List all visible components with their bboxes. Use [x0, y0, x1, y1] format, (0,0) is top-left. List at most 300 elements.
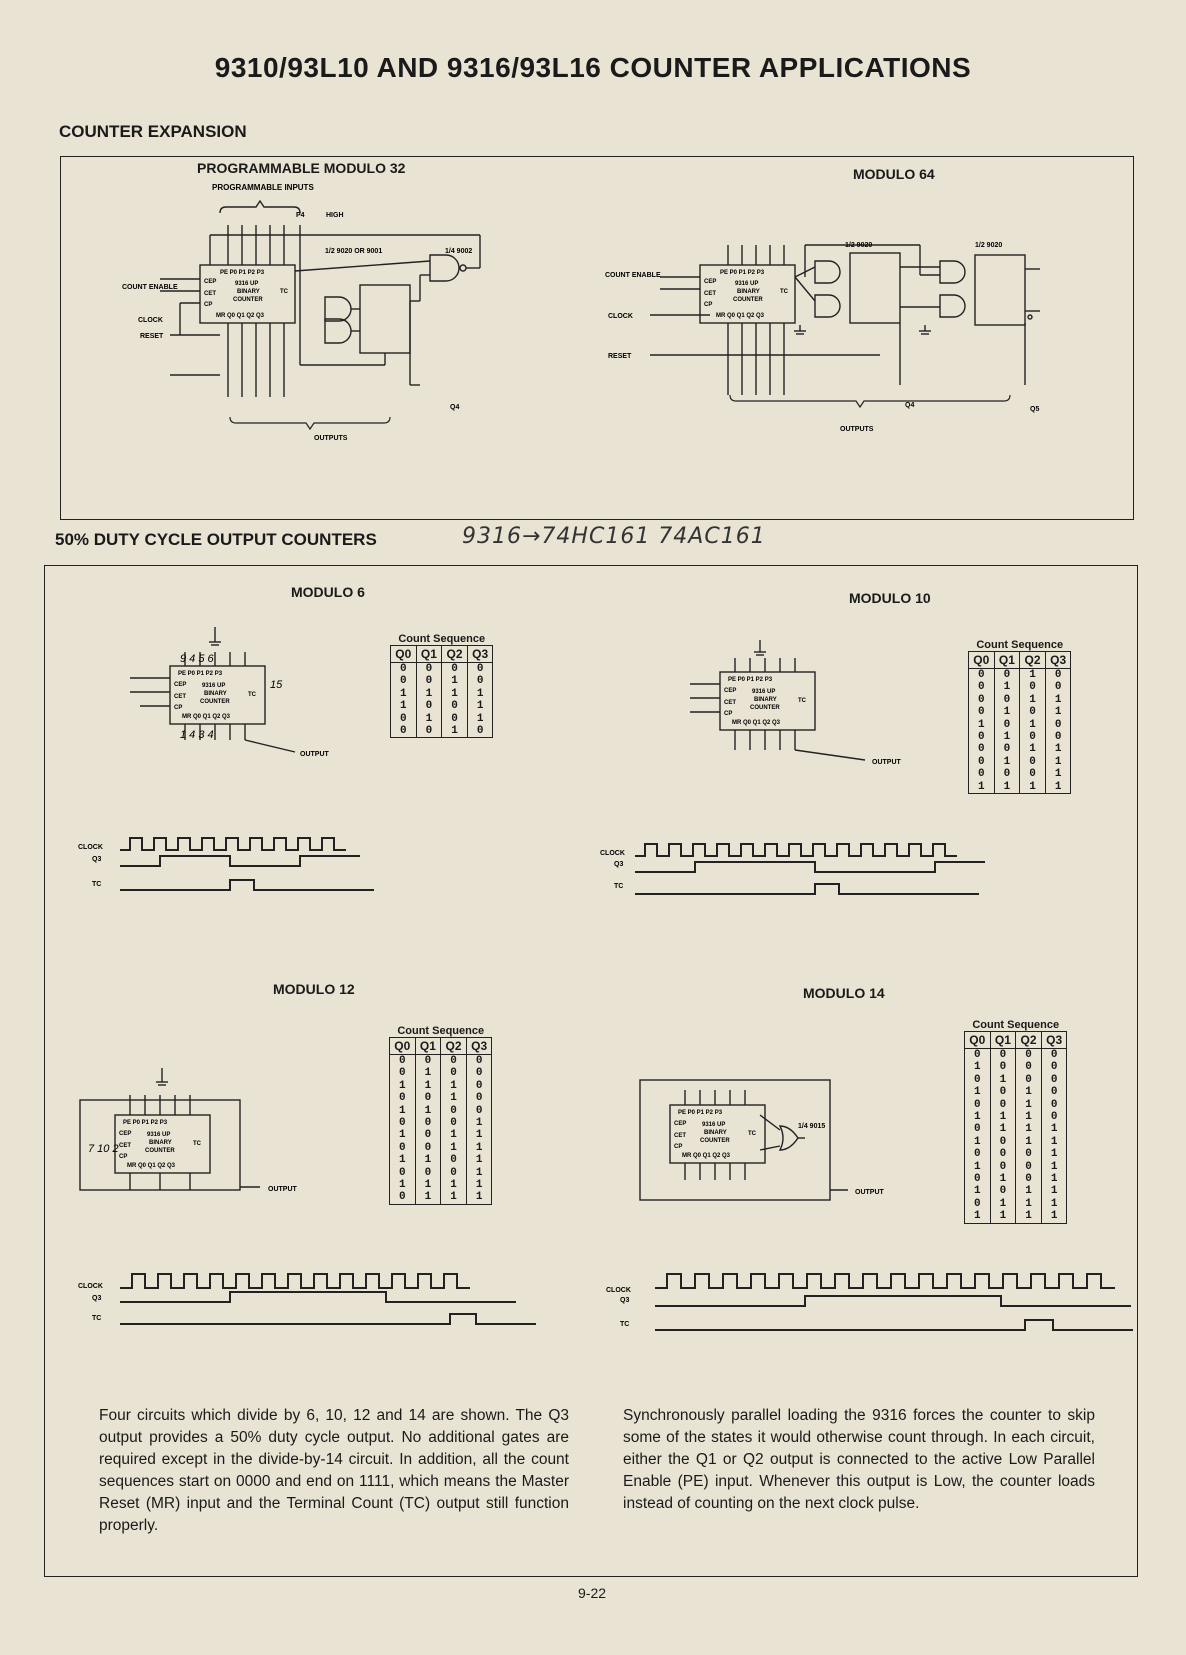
mod64-outputs: OUTPUTS: [840, 426, 874, 433]
mod10-cell: 0: [969, 706, 995, 718]
mod14-timing: [600, 1262, 1140, 1340]
mod14-cell: 0: [1041, 1074, 1067, 1086]
mod14-title: MODULO 14: [803, 985, 885, 1001]
mod32-flipflop: [360, 285, 410, 353]
mod14-cell: 1: [965, 1136, 991, 1148]
mod14-cell: 1: [965, 1086, 991, 1098]
mod12-cell: 1: [441, 1191, 467, 1204]
mod12-cell: 1: [441, 1142, 467, 1154]
mod10-cell: 0: [969, 681, 995, 693]
mod12-sequence-row: [390, 1142, 492, 1154]
mod10-tc-wave: [635, 884, 979, 894]
mod14-cell: 0: [990, 1049, 1016, 1062]
mod12-clock-wave: [120, 1274, 470, 1288]
mod12-cell: 1: [415, 1154, 441, 1166]
mod12-cell: 0: [441, 1067, 467, 1079]
mod12-sequence-row: [390, 1067, 492, 1079]
mod64-ff2: [975, 255, 1025, 325]
mod6-header-q3: Q3: [467, 646, 493, 663]
mod14-cell: 1: [990, 1111, 1016, 1123]
mod6-timing: [70, 828, 370, 902]
mod14-sequence-row: [965, 1136, 1067, 1148]
mod10-cell: 0: [1020, 756, 1046, 768]
mod32-programmable-inputs: PROGRAMMABLE INPUTS: [212, 183, 314, 192]
mod10-cell: 0: [1045, 669, 1071, 682]
mod14-clock-wave: [655, 1274, 1115, 1288]
mod12-count-caption: Count Sequence: [397, 1025, 485, 1037]
mod6-cell: 0: [391, 713, 417, 725]
mod10-cell: 0: [994, 669, 1020, 682]
mod12-schematic: [80, 1040, 340, 1200]
mod64-chip-cp: CP: [704, 302, 713, 308]
mod64-reset: RESET: [608, 353, 632, 360]
mod12-cell: 0: [466, 1055, 492, 1068]
mod10-chip-bottom: MR Q0 Q1 Q2 Q3: [732, 720, 781, 726]
mod14-cell: 1: [990, 1123, 1016, 1135]
mod14-timing-tc-label: TC: [620, 1321, 630, 1328]
mod6-cell: 1: [416, 688, 442, 700]
mod32-ff-label: 1/2 9020 OR 9001: [325, 248, 383, 255]
mod10-title: MODULO 10: [849, 590, 931, 606]
mod6-cell: 0: [391, 725, 417, 738]
mod6-output-label: OUTPUT: [300, 751, 329, 758]
mod14-cell: 1: [1041, 1148, 1067, 1160]
mod10-cell: 0: [1045, 719, 1071, 731]
mod12-title: MODULO 12: [273, 981, 355, 997]
mod10-header-q3: Q3: [1045, 652, 1071, 669]
mod10-chip-cep: CEP: [724, 688, 737, 694]
mod14-cell: 0: [1041, 1099, 1067, 1111]
mod10-chip-name2: BINARY: [754, 697, 777, 703]
mod10-cell: 1: [1020, 669, 1046, 682]
mod12-cell: 0: [441, 1105, 467, 1117]
mod10-count-caption: Count Sequence: [976, 639, 1064, 651]
mod10-cell: 1: [994, 681, 1020, 693]
mod6-cell: 1: [467, 700, 493, 712]
mod6-chip-bottom: MR Q0 Q1 Q2 Q3: [182, 714, 231, 720]
mod10-timing-q3-label: Q3: [614, 861, 624, 868]
mod14-cell: 1: [965, 1161, 991, 1173]
mod12-cell: 0: [390, 1167, 416, 1179]
mod6-cell: 1: [442, 675, 468, 687]
mod32-p4-label: P4: [296, 212, 305, 219]
mod14-cell: 1: [1041, 1185, 1067, 1197]
mod14-cell: 1: [1041, 1161, 1067, 1173]
mod32-chip-name1: 9316 UP: [235, 281, 259, 287]
mod14-chip-tc: TC: [748, 1131, 756, 1137]
mod14-cell: 0: [965, 1074, 991, 1086]
mod14-tc-wave: [655, 1320, 1133, 1330]
mod12-sequence-row: [390, 1179, 492, 1191]
mod6-hand-left: 15: [270, 679, 283, 691]
mod10-cell: 0: [994, 768, 1020, 780]
mod10-sequence-row: [969, 731, 1071, 743]
mod10-sequence-row: [969, 719, 1071, 731]
mod14-cell: 1: [1016, 1185, 1042, 1197]
mod6-sequence-row: [391, 700, 493, 712]
mod6-tc-wave: [120, 880, 374, 890]
mod14-cell: 1: [1041, 1123, 1067, 1135]
mod14-chip-cp: CP: [674, 1144, 683, 1150]
mod12-chip-cet: CET: [119, 1143, 131, 1149]
mod12-chip-top: PE P0 P1 P2 P3: [123, 1120, 168, 1126]
mod6-cell: 1: [391, 688, 417, 700]
mod14-cell: 1: [990, 1173, 1016, 1185]
mod10-sequence-row: [969, 768, 1071, 780]
mod10-cell: 1: [1045, 706, 1071, 718]
handwritten-note: 9316→74HC161 74AC161: [462, 524, 766, 549]
mod12-chip-name2: BINARY: [149, 1140, 172, 1146]
mod14-cell: 1: [1041, 1198, 1067, 1210]
mod10-chip-cp: CP: [724, 711, 733, 717]
mod12-cell: 1: [466, 1167, 492, 1179]
mod12-cell: 0: [390, 1142, 416, 1154]
mod12-cell: 0: [390, 1067, 416, 1079]
mod10-cell: 1: [1020, 781, 1046, 794]
mod14-cell: 1: [1041, 1173, 1067, 1185]
mod12-timing-q3-label: Q3: [92, 1295, 102, 1302]
mod14-cell: 0: [990, 1161, 1016, 1173]
mod14-cell: 1: [990, 1074, 1016, 1086]
mod10-cell: 0: [969, 768, 995, 780]
mod64-title: MODULO 64: [853, 166, 935, 182]
mod14-chip-cet: CET: [674, 1133, 686, 1139]
mod12-chip-tc: TC: [193, 1141, 201, 1147]
mod12-cell: 0: [466, 1092, 492, 1104]
mod6-cell: 0: [391, 675, 417, 687]
mod14-cell: 1: [1016, 1198, 1042, 1210]
mod6-cell: 0: [442, 700, 468, 712]
mod10-output-label: OUTPUT: [872, 759, 901, 766]
mod10-cell: 0: [994, 743, 1020, 755]
mod14-cell: 0: [965, 1123, 991, 1135]
mod14-header-q1: Q1: [990, 1032, 1016, 1049]
mod32-chip-tc: TC: [280, 289, 288, 295]
mod64-clock: CLOCK: [608, 313, 633, 320]
mod10-q3-wave: [635, 862, 985, 872]
mod10-cell: 1: [969, 781, 995, 794]
mod12-cell: 1: [466, 1142, 492, 1154]
mod6-cell: 1: [442, 688, 468, 700]
mod14-cell: 0: [990, 1185, 1016, 1197]
mod6-cell: 0: [442, 713, 468, 725]
mod14-cell: 0: [1016, 1049, 1042, 1062]
mod14-chip-bottom: MR Q0 Q1 Q2 Q3: [682, 1153, 731, 1159]
mod14-cell: 1: [1041, 1136, 1067, 1148]
mod6-cell: 0: [467, 663, 493, 676]
mod12-cell: 0: [441, 1055, 467, 1068]
mod6-sequence-row: [391, 713, 493, 725]
mod12-sequence-row: [390, 1129, 492, 1141]
mod14-sequence-row: [965, 1210, 1067, 1223]
mod14-cell: 0: [1016, 1161, 1042, 1173]
mod14-timing-clock-label: CLOCK: [606, 1287, 631, 1294]
mod12-timing-tc-label: TC: [92, 1315, 102, 1322]
mod12-cell: 0: [390, 1191, 416, 1204]
mod6-hand-bottom: 1 4 3 4: [180, 729, 214, 741]
mod6-cell: 0: [416, 700, 442, 712]
mod32-clock: CLOCK: [138, 317, 163, 324]
page-number: 9-22: [578, 1585, 607, 1601]
mod12-cell: 0: [441, 1167, 467, 1179]
mod14-cell: 1: [965, 1210, 991, 1223]
mod32-count-enable: COUNT ENABLE: [122, 284, 178, 291]
mod10-timing: [600, 834, 990, 908]
mod12-cell: 1: [441, 1080, 467, 1092]
mod14-sequence-row: [965, 1173, 1067, 1185]
mod14-cell: 1: [1016, 1099, 1042, 1111]
mod14-cell: 1: [1016, 1111, 1042, 1123]
mod10-cell: 1: [994, 756, 1020, 768]
mod32-title: PROGRAMMABLE MODULO 32: [197, 160, 406, 176]
mod14-cell: 1: [990, 1210, 1016, 1223]
mod12-cell: 1: [415, 1179, 441, 1191]
mod12-chip-name1: 9316 UP: [147, 1132, 171, 1138]
mod12-cell: 1: [390, 1080, 416, 1092]
mod14-header-q0: Q0: [965, 1032, 991, 1049]
mod12-q3-wave: [120, 1292, 516, 1302]
mod12-chip-name3: COUNTER: [145, 1148, 175, 1154]
mod14-output-label: OUTPUT: [855, 1189, 884, 1196]
mod64-q4: Q4: [905, 402, 915, 409]
mod10-cell: 1: [994, 781, 1020, 794]
mod64-chip-name1: 9316 UP: [735, 281, 759, 287]
mod12-cell: 1: [390, 1179, 416, 1191]
mod64-ff1-label: 1/2 9020: [845, 242, 873, 249]
mod10-cell: 0: [969, 731, 995, 743]
mod32-chip-name2: BINARY: [237, 289, 260, 295]
mod14-schematic: [640, 1050, 900, 1210]
mod10-chip-name3: COUNTER: [750, 705, 780, 711]
mod10-header-q1: Q1: [994, 652, 1020, 669]
mod12-cell: 0: [390, 1117, 416, 1129]
mod14-timing-q3-label: Q3: [620, 1297, 630, 1304]
mod12-chip-cep: CEP: [119, 1131, 132, 1137]
mod14-cell: 0: [1041, 1049, 1067, 1062]
mod6-cell: 0: [467, 725, 493, 738]
mod12-cell: 0: [415, 1129, 441, 1141]
duty-cycle-heading: 50% DUTY CYCLE OUTPUT COUNTERS: [55, 530, 377, 549]
mod10-cell: 0: [1020, 706, 1046, 718]
mod10-chip-tc: TC: [798, 698, 806, 704]
mod12-chip-bottom: MR Q0 Q1 Q2 Q3: [127, 1163, 176, 1169]
mod14-header-q2: Q2: [1016, 1032, 1042, 1049]
mod10-chip-name1: 9316 UP: [752, 689, 776, 695]
mod14-q3-wave: [655, 1296, 1131, 1306]
mod6-cell: 0: [416, 675, 442, 687]
mod10-cell: 0: [1045, 681, 1071, 693]
mod14-cell: 0: [1016, 1173, 1042, 1185]
mod6-chip-tc: TC: [248, 692, 256, 698]
mod10-cell: 0: [969, 756, 995, 768]
mod6-cell: 0: [467, 675, 493, 687]
mod14-cell: 0: [1016, 1061, 1042, 1073]
mod12-cell: 1: [390, 1105, 416, 1117]
mod12-cell: 0: [415, 1055, 441, 1068]
mod10-sequence-row: [969, 694, 1071, 706]
mod10-cell: 1: [1045, 743, 1071, 755]
mod32-chip-bottom: MR Q0 Q1 Q2 Q3: [216, 313, 265, 319]
mod64-chip-top: PE P0 P1 P2 P3: [720, 270, 765, 276]
mod10-cell: 0: [969, 669, 995, 682]
mod6-header-q1: Q1: [416, 646, 442, 663]
mod10-cell: 1: [994, 731, 1020, 743]
mod32-chip-cet: CET: [204, 291, 216, 297]
mod14-cell: 1: [1016, 1136, 1042, 1148]
mod64-chip-tc: TC: [780, 289, 788, 295]
mod12-output-label: OUTPUT: [268, 1186, 297, 1193]
mod14-cell: 1: [1016, 1086, 1042, 1098]
mod12-cell: 0: [415, 1167, 441, 1179]
mod14-cell: 0: [1041, 1086, 1067, 1098]
mod64-chip-name2: BINARY: [737, 289, 760, 295]
mod6-cell: 1: [442, 725, 468, 738]
mod12-cell: 1: [390, 1154, 416, 1166]
mod12-sequence-row: [390, 1080, 492, 1092]
mod6-header-q2: Q2: [442, 646, 468, 663]
mod14-cell: 0: [990, 1136, 1016, 1148]
mod10-sequence-row: [969, 743, 1071, 755]
mod6-cell: 1: [416, 713, 442, 725]
mod14-sequence-row: [965, 1161, 1067, 1173]
mod14-sequence-row: [965, 1074, 1067, 1086]
mod12-cell: 0: [390, 1055, 416, 1068]
mod6-chip-name2: BINARY: [204, 691, 227, 697]
mod14-chip-top: PE P0 P1 P2 P3: [678, 1110, 723, 1116]
mod32-outputs: OUTPUTS: [314, 435, 348, 442]
mod64-count-enable: COUNT ENABLE: [605, 272, 661, 279]
mod14-sequence-row: [965, 1111, 1067, 1123]
mod10-sequence-row: [969, 681, 1071, 693]
mod6-cell: 0: [442, 663, 468, 676]
mod64-chip-bottom: MR Q0 Q1 Q2 Q3: [716, 313, 765, 319]
mod10-sequence-row: [969, 781, 1071, 794]
mod12-sequence-row: [390, 1117, 492, 1129]
mod6-chip-cep: CEP: [174, 682, 187, 688]
mod10-cell: 1: [1045, 768, 1071, 780]
mod10-timing-clock-label: CLOCK: [600, 850, 625, 857]
mod10-sequence-row: [969, 756, 1071, 768]
mod14-cell: 0: [1041, 1061, 1067, 1073]
mod12-cell: 1: [466, 1117, 492, 1129]
mod14-sequence-row: [965, 1086, 1067, 1098]
mod14-cell: 0: [990, 1148, 1016, 1160]
mod6-timing-q3-label: Q3: [92, 856, 102, 863]
mod32-high-label: HIGH: [326, 212, 344, 219]
mod12-cell: 1: [415, 1080, 441, 1092]
mod10-cell: 0: [994, 719, 1020, 731]
mod14-sequence-row: [965, 1061, 1067, 1073]
mod12-cell: 0: [441, 1154, 467, 1166]
mod64-ff2-label: 1/2 9020: [975, 242, 1003, 249]
mod14-sequence-row: [965, 1099, 1067, 1111]
mod12-timing: [70, 1262, 550, 1340]
mod10-cell: 1: [1045, 694, 1071, 706]
mod12-header-q1: Q1: [415, 1038, 441, 1055]
mod12-timing-clock-label: CLOCK: [78, 1283, 103, 1290]
mod10-count-table: [968, 639, 1071, 794]
mod6-q3-wave: [120, 856, 360, 866]
mod14-cell: 0: [990, 1061, 1016, 1073]
mod10-cell: 0: [1020, 768, 1046, 780]
mod10-cell: 0: [1020, 731, 1046, 743]
mod32-chip-top: PE P0 P1 P2 P3: [220, 270, 265, 276]
mod10-clock-wave: [635, 844, 957, 856]
mod6-header-q0: Q0: [391, 646, 417, 663]
mod6-cell: 1: [467, 688, 493, 700]
mod14-cell: 0: [965, 1198, 991, 1210]
mod12-header-q0: Q0: [390, 1038, 416, 1055]
mod10-chip-top: PE P0 P1 P2 P3: [728, 677, 773, 683]
mod6-count-caption: Count Sequence: [398, 633, 486, 645]
mod10-cell: 1: [1020, 719, 1046, 731]
mod12-cell: 0: [415, 1117, 441, 1129]
mod14-cell: 1: [965, 1061, 991, 1073]
mod12-cell: 1: [415, 1067, 441, 1079]
mod14-count-caption: Count Sequence: [972, 1019, 1060, 1031]
mod6-clock-wave: [120, 838, 346, 850]
mod14-sequence-row: [965, 1049, 1067, 1062]
mod12-cell: 1: [441, 1179, 467, 1191]
mod12-cell: 1: [415, 1191, 441, 1204]
mod12-sequence-row: [390, 1154, 492, 1166]
mod14-cell: 1: [965, 1185, 991, 1197]
mod14-cell: 0: [990, 1086, 1016, 1098]
mod6-sequence-row: [391, 688, 493, 700]
mod14-cell: 0: [990, 1099, 1016, 1111]
mod12-header-q3: Q3: [466, 1038, 492, 1055]
mod12-cell: 1: [390, 1129, 416, 1141]
mod14-cell: 0: [1041, 1111, 1067, 1123]
mod32-schematic: [120, 185, 520, 445]
mod14-cell: 1: [1016, 1210, 1042, 1223]
mod12-cell: 1: [441, 1092, 467, 1104]
mod6-schematic: [130, 622, 360, 762]
mod14-cell: 0: [1016, 1148, 1042, 1160]
mod14-sequence-row: [965, 1185, 1067, 1197]
mod10-chip-cet: CET: [724, 700, 736, 706]
mod10-timing-tc-label: TC: [614, 883, 624, 890]
mod12-cell: 1: [466, 1179, 492, 1191]
mod32-chip-name3: COUNTER: [233, 297, 263, 303]
mod12-sequence-row: [390, 1167, 492, 1179]
mod12-cell: 0: [441, 1117, 467, 1129]
mod14-cell: 0: [965, 1099, 991, 1111]
mod12-cell: 0: [466, 1105, 492, 1117]
mod10-cell: 1: [1045, 756, 1071, 768]
counter-expansion-heading: COUNTER EXPANSION: [59, 122, 247, 141]
mod32-chip-cep: CEP: [204, 279, 217, 285]
mod14-cell: 1: [1041, 1210, 1067, 1223]
mod14-cell: 0: [965, 1173, 991, 1185]
mod10-cell: 0: [969, 694, 995, 706]
mod6-cell: 0: [391, 663, 417, 676]
page-title: 9310/93L10 AND 9316/93L16 COUNTER APPLICATIONS: [214, 52, 972, 83]
mod14-chip-cep: CEP: [674, 1121, 687, 1127]
mod6-chip-cet: CET: [174, 694, 186, 700]
mod10-cell: 1: [1020, 694, 1046, 706]
mod14-sequence-row: [965, 1123, 1067, 1135]
mod14-sequence-row: [965, 1198, 1067, 1210]
mod14-cell: 1: [965, 1111, 991, 1123]
mod6-chip-name3: COUNTER: [200, 699, 230, 705]
mod32-reset: RESET: [140, 333, 164, 340]
mod10-header-q0: Q0: [969, 652, 995, 669]
mod32-chip-cp: CP: [204, 302, 213, 308]
mod12-sequence-row: [390, 1191, 492, 1204]
mod6-timing-tc-label: TC: [92, 881, 102, 888]
mod14-cell: 0: [965, 1049, 991, 1062]
